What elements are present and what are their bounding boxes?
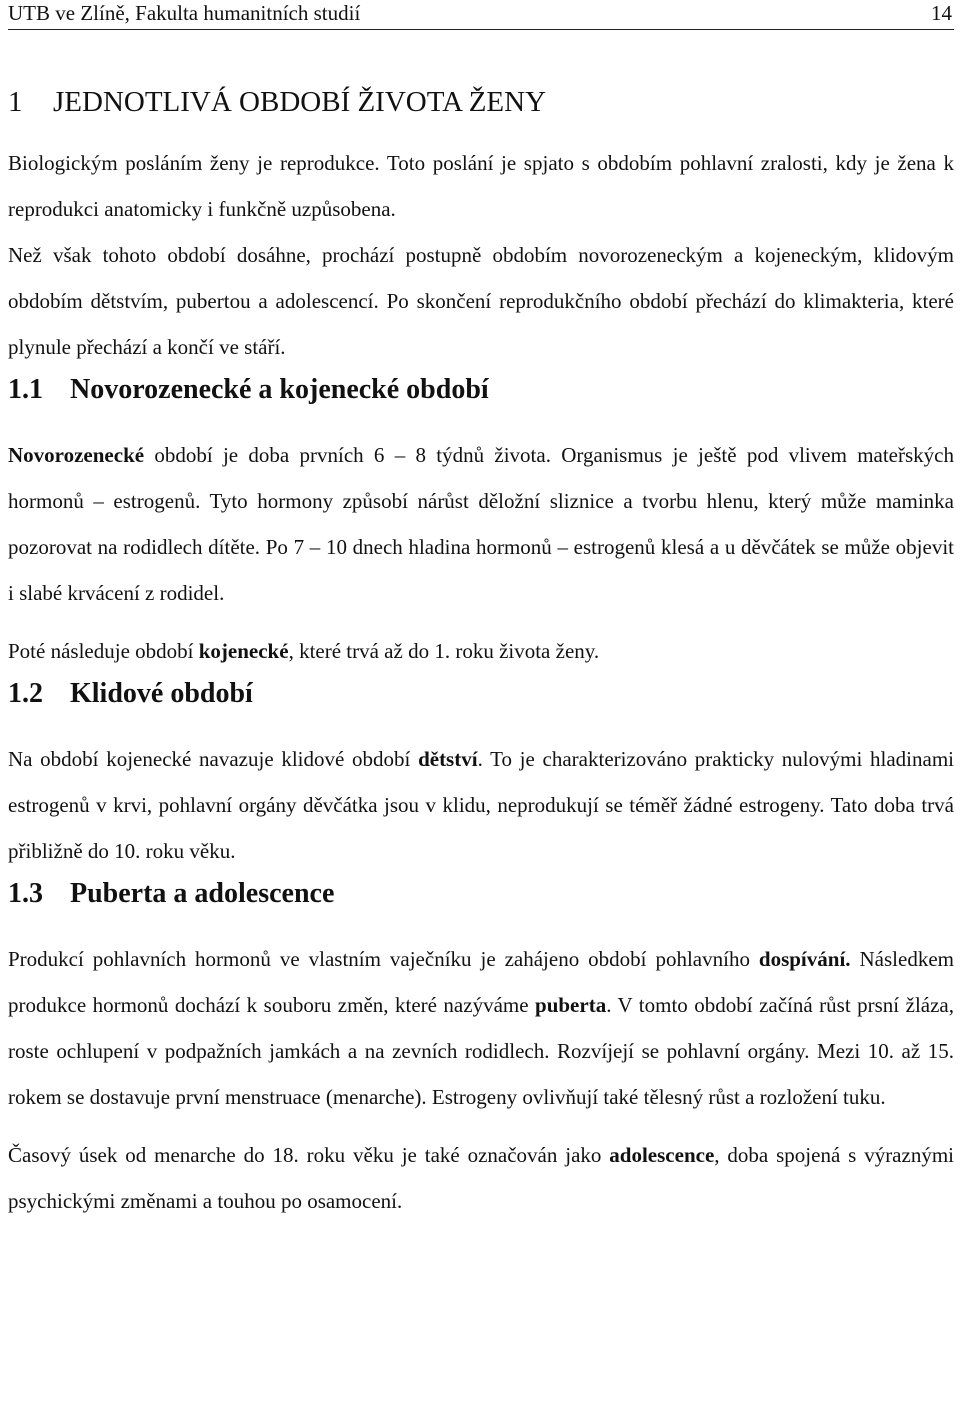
section-heading-1-2 bbox=[8, 674, 954, 714]
page-number: 14 bbox=[931, 1, 952, 25]
section-heading-1-1 bbox=[8, 370, 954, 410]
bold-term: dospívání. bbox=[758, 947, 851, 971]
chapter-title: JEDNOTLIVÁ OBDOBÍ ŽIVOTA ŽENY bbox=[53, 86, 547, 118]
paragraph-text: období je doba prvních 6 – 8 týdnů života. Organismus je ještě pod vlivem mateřských hormonů – estrogenů. Tyto hormony způsobí nárůst děložní sliznice a tvorbu hlenu, který může maminka pozorovat na rodidlech dítěte. Po 7 – 10 dnech hladina hormonů – estrogenů klesá a u děvčátek se může objevit i slabé krvácení z rodidel. bbox=[8, 443, 954, 605]
bold-term: puberta bbox=[535, 993, 607, 1017]
section-1-3-paragraph-1 bbox=[8, 936, 954, 1120]
paragraph-text: . V tomto období začíná růst prsní žláza, roste ochlupení v podpažních jamkách a na zevních rodidlech. Rozvíjejí se pohlavní orgány. Mezi 10. až 15. rokem se dostavuje první menstruace (menarche). Estrogeny ovlivňují také tělesný růst a rozložení tuku. bbox=[8, 993, 954, 1109]
section-1-2-paragraph bbox=[8, 736, 954, 874]
paragraph-text: , které trvá až do 1. roku života ženy. bbox=[288, 639, 600, 663]
section-1-1-paragraph-1 bbox=[8, 432, 954, 616]
bold-term: Novorozenecké bbox=[8, 443, 145, 467]
bold-term: kojenecké bbox=[198, 639, 289, 663]
running-header bbox=[8, 0, 954, 30]
header-institution: UTB ve Zlíně, Fakulta humanitních studií bbox=[8, 1, 361, 25]
bold-term: adolescence bbox=[609, 1143, 715, 1167]
section-title: Klidové období bbox=[70, 678, 253, 709]
paragraph-text: Produkcí pohlavních hormonů ve vlastním vaječníku je zahájeno období pohlavního bbox=[8, 947, 759, 971]
paragraph-text: Časový úsek od menarche do 18. roku věku je také označován jako bbox=[8, 1143, 610, 1167]
section-heading-1-3 bbox=[8, 874, 954, 914]
paragraph-text: Následkem produkce hormonů dochází k souboru změn, které nazýváme bbox=[8, 947, 954, 1017]
chapter-paragraph-1: Biologickým posláním ženy je reprodukce. Toto poslání je spjato s obdobím pohlavní zralosti, kdy je žena k reprodukci anatomicky i funkčně uzpůsobena. bbox=[8, 151, 954, 221]
section-title: Novorozenecké a kojenecké období bbox=[70, 374, 489, 405]
document-page bbox=[8, 0, 954, 1224]
chapter-heading bbox=[8, 82, 954, 122]
chapter-paragraph-2: Než však tohoto období dosáhne, prochází postupně obdobím novorozeneckým a kojeneckým, klidovým obdobím dětstvím, pubertou a adolescencí. Po skončení reprodukčního období přechází do klimakteria, které plynule přechází a končí ve stáří. bbox=[8, 243, 954, 359]
chapter-number: 1 bbox=[8, 86, 23, 118]
section-1-3-paragraph-2 bbox=[8, 1132, 954, 1224]
section-number: 1.3 bbox=[8, 878, 43, 909]
bold-term: dětství bbox=[418, 747, 478, 771]
paragraph-text: Poté následuje období bbox=[8, 639, 199, 663]
paragraph-text: . To je charakterizováno prakticky nulovými hladinami estrogenů v krvi, pohlavní orgány děvčátka jsou v klidu, neprodukují se téměř žádné estrogeny. Tato doba trvá přibližně do 10. roku věku. bbox=[8, 747, 954, 863]
paragraph-text: , doba spojená s výraznými psychickými změnami a touhou po osamocení. bbox=[8, 1143, 954, 1213]
section-number: 1.1 bbox=[8, 374, 43, 405]
section-title: Puberta a adolescence bbox=[70, 878, 335, 909]
section-1-1-paragraph-2 bbox=[8, 628, 954, 674]
section-number: 1.2 bbox=[8, 678, 43, 709]
paragraph-text: Na období kojenecké navazuje klidové období bbox=[8, 747, 419, 771]
